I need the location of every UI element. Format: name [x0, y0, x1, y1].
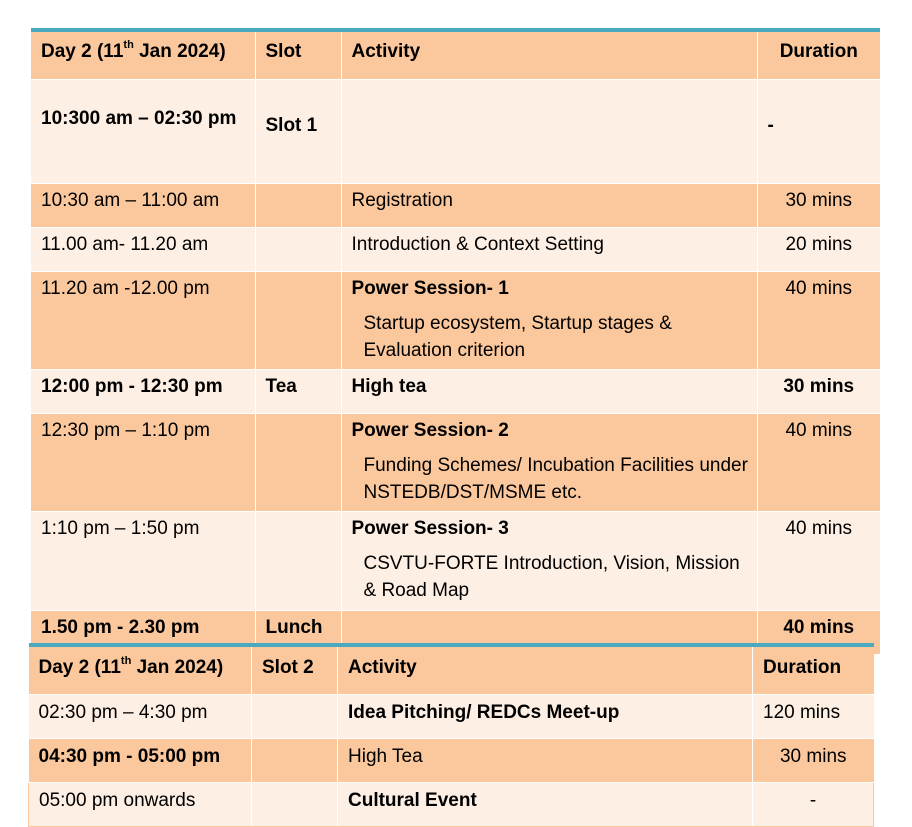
- table-row: [31, 414, 880, 512]
- duration-cell: 20 mins: [757, 228, 880, 272]
- header-slot: Slot: [255, 30, 341, 80]
- schedule-table-afternoon: [28, 643, 874, 827]
- duration-cell: 40 mins: [757, 272, 880, 370]
- activity-cell: High Tea: [338, 739, 753, 783]
- time-cell: 12:30 pm – 1:10 pm: [31, 414, 255, 512]
- table-row: [29, 739, 874, 783]
- activity-cell: [341, 80, 757, 184]
- table-row: [31, 370, 880, 414]
- activity-cell: Registration: [341, 184, 757, 228]
- table-row: [31, 228, 880, 272]
- table-row: [29, 783, 874, 827]
- duration-cell: 40 mins: [757, 512, 880, 611]
- duration-cell: 40 mins: [757, 414, 880, 512]
- header-day: Day 2 (11th Jan 2024): [29, 645, 252, 695]
- slot-cell: [255, 414, 341, 512]
- time-cell: 10:30 am – 11:00 am: [31, 184, 255, 228]
- session-detail: CSVTU-FORTE Introduction, Vision, Mission & Road Map: [363, 553, 740, 601]
- header-duration: Duration: [757, 30, 880, 80]
- table-row: [31, 184, 880, 228]
- table-row: [31, 80, 880, 184]
- header-activity: Activity: [338, 645, 753, 695]
- activity-cell: [341, 512, 757, 611]
- session-title: Power Session- 2: [351, 420, 509, 441]
- slot-cell: [252, 695, 338, 739]
- time-cell: 1:10 pm – 1:50 pm: [31, 512, 255, 611]
- slot-cell: [255, 272, 341, 370]
- activity-cell: Idea Pitching/ REDCs Meet-up: [338, 695, 753, 739]
- time-cell: 04:30 pm - 05:00 pm: [29, 739, 252, 783]
- time-cell: 11.00 am- 11.20 am: [31, 228, 255, 272]
- slot-cell: Lunch: [255, 611, 341, 655]
- time-cell: 10:300 am – 02:30 pm: [31, 80, 255, 184]
- session-detail: Funding Schemes/ Incubation Facilities under NSTEDB/DST/MSME etc.: [363, 455, 748, 503]
- session-title: Power Session- 1: [351, 278, 509, 299]
- duration-cell: 120 mins: [753, 695, 874, 739]
- time-cell: 12:00 pm - 12:30 pm: [31, 370, 255, 414]
- time-cell: 1.50 pm - 2.30 pm: [31, 611, 255, 655]
- activity-cell: High tea: [341, 370, 757, 414]
- duration-cell: 30 mins: [757, 370, 880, 414]
- time-cell: 11.20 am -12.00 pm: [31, 272, 255, 370]
- table-header-row: [31, 30, 880, 80]
- slot-cell: [252, 739, 338, 783]
- time-cell: 05:00 pm onwards: [29, 783, 252, 827]
- header-day: Day 2 (11th Jan 2024): [31, 30, 255, 80]
- table-row: [31, 272, 880, 370]
- table-row: [31, 512, 880, 611]
- activity-cell: Introduction & Context Setting: [341, 228, 757, 272]
- slot-cell: [252, 783, 338, 827]
- slot-cell: [255, 228, 341, 272]
- header-slot: Slot 2: [252, 645, 338, 695]
- activity-cell: Cultural Event: [338, 783, 753, 827]
- schedule-table-morning: [31, 28, 880, 655]
- slot-cell: Slot 1: [255, 80, 341, 184]
- header-activity: Activity: [341, 30, 757, 80]
- header-duration: Duration: [753, 645, 874, 695]
- activity-cell: [341, 414, 757, 512]
- slot-cell: [255, 512, 341, 611]
- table-row: [29, 695, 874, 739]
- table-header-row: [29, 645, 874, 695]
- duration-cell: 30 mins: [753, 739, 874, 783]
- time-cell: 02:30 pm – 4:30 pm: [29, 695, 252, 739]
- slot-cell: Tea: [255, 370, 341, 414]
- duration-cell: 40 mins: [757, 611, 880, 655]
- duration-cell: -: [757, 80, 880, 184]
- activity-cell: [341, 272, 757, 370]
- duration-cell: 30 mins: [757, 184, 880, 228]
- session-title: Power Session- 3: [351, 518, 509, 539]
- duration-cell: -: [753, 783, 874, 827]
- slot-cell: [255, 184, 341, 228]
- session-detail: Startup ecosystem, Startup stages & Evaluation criterion: [363, 313, 672, 361]
